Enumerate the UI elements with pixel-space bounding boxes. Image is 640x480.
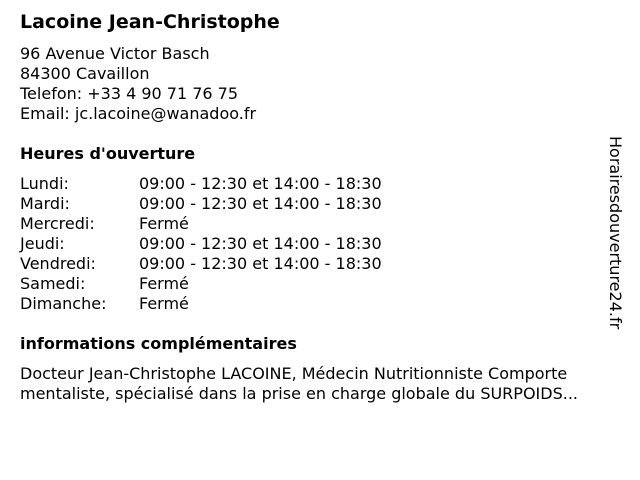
day-label: Lundi: (20, 174, 69, 193)
description (20, 364, 636, 404)
day-hours: 09:00 - 12:30 et 14:00 - 18:30 (139, 194, 382, 213)
day-label: Vendredi: (20, 254, 96, 273)
description-line: mentaliste, spécialisé dans la prise en charge globale du SURPOIDS... (20, 384, 578, 403)
day-hours: 09:00 - 12:30 et 14:00 - 18:30 (139, 254, 382, 273)
day-hours: Fermé (139, 214, 189, 233)
day-label: Dimanche: (20, 294, 107, 313)
day-hours: Fermé (139, 294, 189, 313)
additional-info-heading: informations complémentaires (20, 334, 297, 353)
day-label: Jeudi: (20, 234, 65, 253)
address-street: 96 Avenue Victor Basch (20, 44, 210, 63)
phone-number[interactable]: Telefon: +33 4 90 71 76 75 (20, 84, 239, 103)
opening-hours-heading: Heures d'ouverture (20, 144, 196, 163)
day-hours: 09:00 - 12:30 et 14:00 - 18:30 (139, 174, 382, 193)
day-label: Mardi: (20, 194, 70, 213)
day-label: Mercredi: (20, 214, 95, 233)
business-name: Lacoine Jean-Christophe (20, 11, 280, 33)
email-address[interactable]: Email: jc.lacoine@wanadoo.fr (20, 104, 257, 123)
address-city: 84300 Cavaillon (20, 64, 150, 83)
day-hours: Fermé (139, 274, 189, 293)
site-watermark: Horairesdouverture24.fr (606, 136, 625, 330)
description-line: Docteur Jean-Christophe LACOINE, Médecin Nutritionniste Comporte (20, 364, 568, 383)
day-hours: 09:00 - 12:30 et 14:00 - 18:30 (139, 234, 382, 253)
contact-block (20, 44, 256, 124)
day-label: Samedi: (20, 274, 86, 293)
